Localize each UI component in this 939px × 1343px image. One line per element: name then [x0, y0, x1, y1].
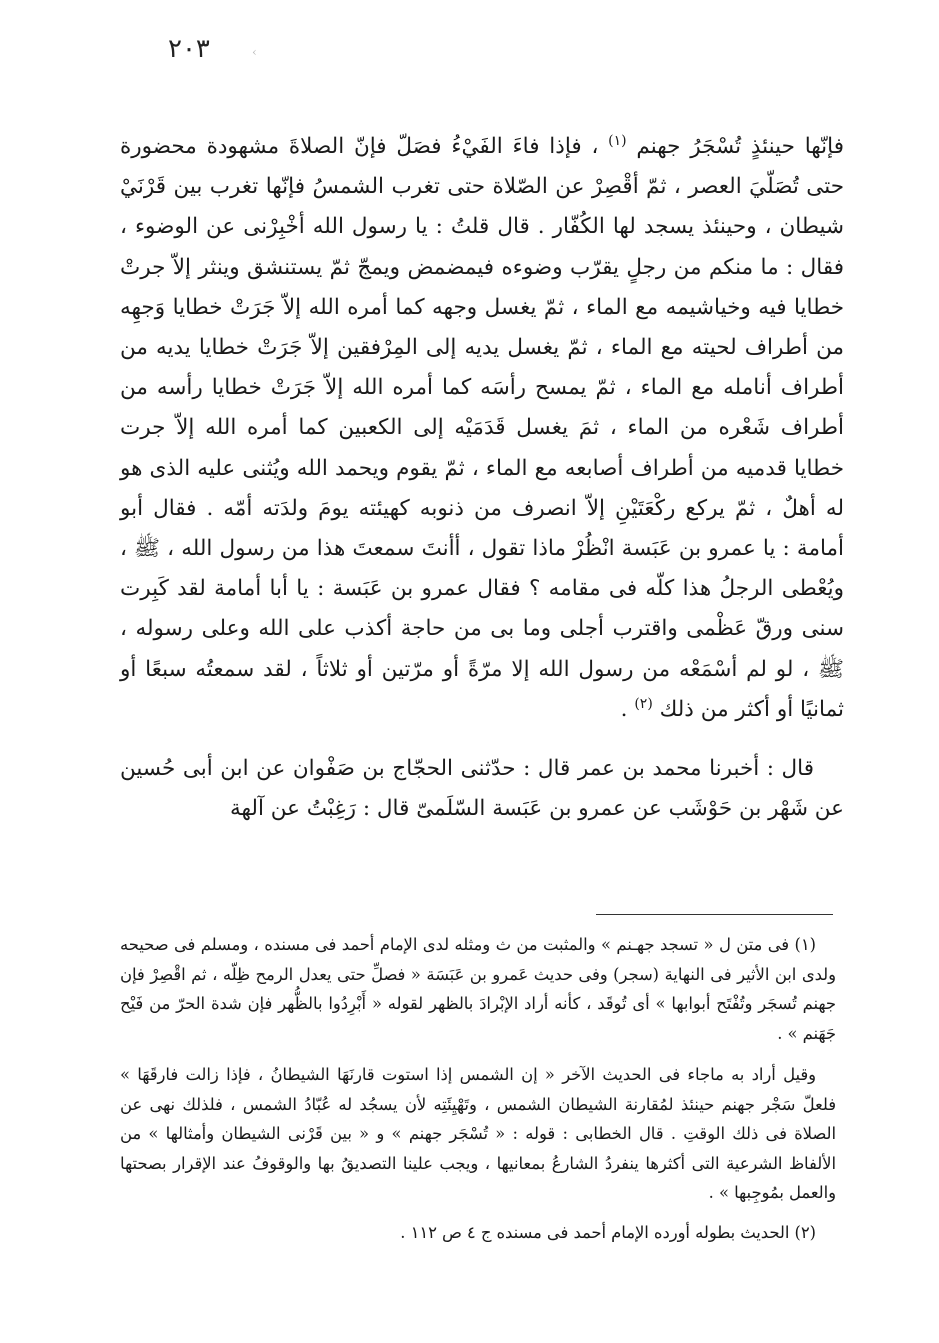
- footnote-1-continued: وقيل أراد به ماجاء فى الحديث الآخر « إن الشمس إذا استوت قارنَهَا الشيطانُ ، فإذا زالت فارقَهَا » فلعلّ سَجْر جهنم حينئذ لمُقارنة الشيطان الشمس ، وتَهْيِئَتِه لأن يسجُد له عُبّادُ الشمس ، فلذلك نهى عن الصلاة فى ذلك الوقتِ . قال الخطابى : قوله : « تُسْجَر جهنم » و « بين قَرْنى الشيطان وأمثالها » من الألفاظ الشرعية التى أكثرها ينفردُ الشارعُ بمعانيها ، ويجب علينا التصديقُ بها والوقوفُ عند الإقرار بصحتها والعمل بمُوجِبها » .: [120, 1065, 836, 1202]
- paragraph-1-end: .: [620, 696, 635, 722]
- footnotes-section: [120, 930, 836, 1247]
- main-paragraph-2: قال : أخبرنا محمد بن عمر قال : حدّثنى الحجّاج بن صَفْوان عن ابن أبى حُسين عن شَهْر بن حَوْشَب عن عمرو بن عَبَسة السّلَمىّ قال : رَغِبْتُ عن آلهة: [120, 756, 844, 822]
- footnote-1: (١) فى متن ل « تسجد جهـنم » والمثبت من ث ومثله لدى الإمام أحمد فى مسنده ، ومسلم فى صحيحه ولدى ابن الأثير فى النهاية (سجر) وفى حديث عَمرو بن عَبَسَة « فصلِّ حتى يعدل الرمح ظِلّه ، ثم اقْصِرْ فإن جهنم تُسجَر وتُفْتَح أبوابها » أى تُوقَد ، كأنه أراد الإبْرادَ بالظهر لقوله « أَبْرِدُوا بالظُّهر فإن شدة الحرّ من فَيْح جَهَنم » .: [120, 935, 836, 1043]
- page-number: ٢٠٣: [168, 34, 210, 64]
- paragraph-1-start: فإنّها حينئذٍ تُسْجَرُ جهنم: [626, 134, 844, 159]
- footnote-ref-1: (١): [608, 132, 627, 149]
- main-paragraph-1: [120, 127, 844, 730]
- footnote-separator: [596, 914, 833, 915]
- footnote-ref-2: (٢): [634, 695, 653, 712]
- stray-mark: ‹: [252, 45, 257, 59]
- main-text-body: [120, 127, 844, 829]
- paragraph-1-body: ، فإذا فاءَ الفَيْءُ فصَلّ فإنّ الصلاةَ مشهودة محضورة حتى تُصَلّيَ العصر ، ثمّ أقْصِرْ عن الصّلاة حتى تغرب الشمسُ فإنّها تغرب بين قَرْنَيْ شيطان ، وحينئذ يسجد لها الكُفّار . قال قلتُ : يا رسول الله أخْبِرْنى عن الوضوء ، فقال : ما منكم من رجلٍ يقرّب وضوءه فيمضمض ويمجّ ثمّ يستنشق وينثر إلاّ جرتْ خطايا فيه وخياشيمه مع الماء ، ثمّ يغسل وجهه كما أمره الله إلاّ جَرَتْ خطايا وَجهِه من أطراف لحيته مع الماء ، ثمّ يغسل يديه إلى المِرْفقين إلاّ جَرَتْ خطايا يديه من أطراف أنامله مع الماء ، ثمّ يمسح رأسَه كما أمره الله إلاّ جَرَتْ خطايا رأسه من أطراف شَعْره من الماء ، ثمَ يغسل قَدَمَيْه إلى الكعبين كما أمره الله إلاّ جرت خطايا قدميه من أطراف أصابعه مع الماء ، ثمّ يقوم ويحمد الله ويُثنى عليه الذى هو له أهلٌ ، ثمّ يركع ركْعَتَيْنِ إلاّ انصرف من ذنوبه كهيئته يومَ ولدَته أمّه . فقال أبو أمامة : يا عمرو بن عَبَسة انْظُرْ ماذا تقول ، أأنتَ سمعتَ هذا من رسول الله ، ﷺ ، ويُعْطى الرجلُ هذا كلّه فى مقامه ؟ فقال عمرو بن عَبَسة : يا أبا أمامة لقد كَبِرت سنى ورقّ عَظْمى واقترب أجلى وما بى من حاجة أكذب على الله وعلى رسوله ، ﷺ ، لو لم أسْمَعْه من رسول الله إلا مرّةً أو مرّتين أو ثلاثاً ، لقد سمعتُه سبعًا أو ثمانيًا أو أكثر من ذلك: [120, 134, 844, 722]
- footnote-2: (٢) الحديث بطوله أورده الإمام أحمد فى مسنده ج ٤ ص ١١٢ .: [400, 1222, 816, 1242]
